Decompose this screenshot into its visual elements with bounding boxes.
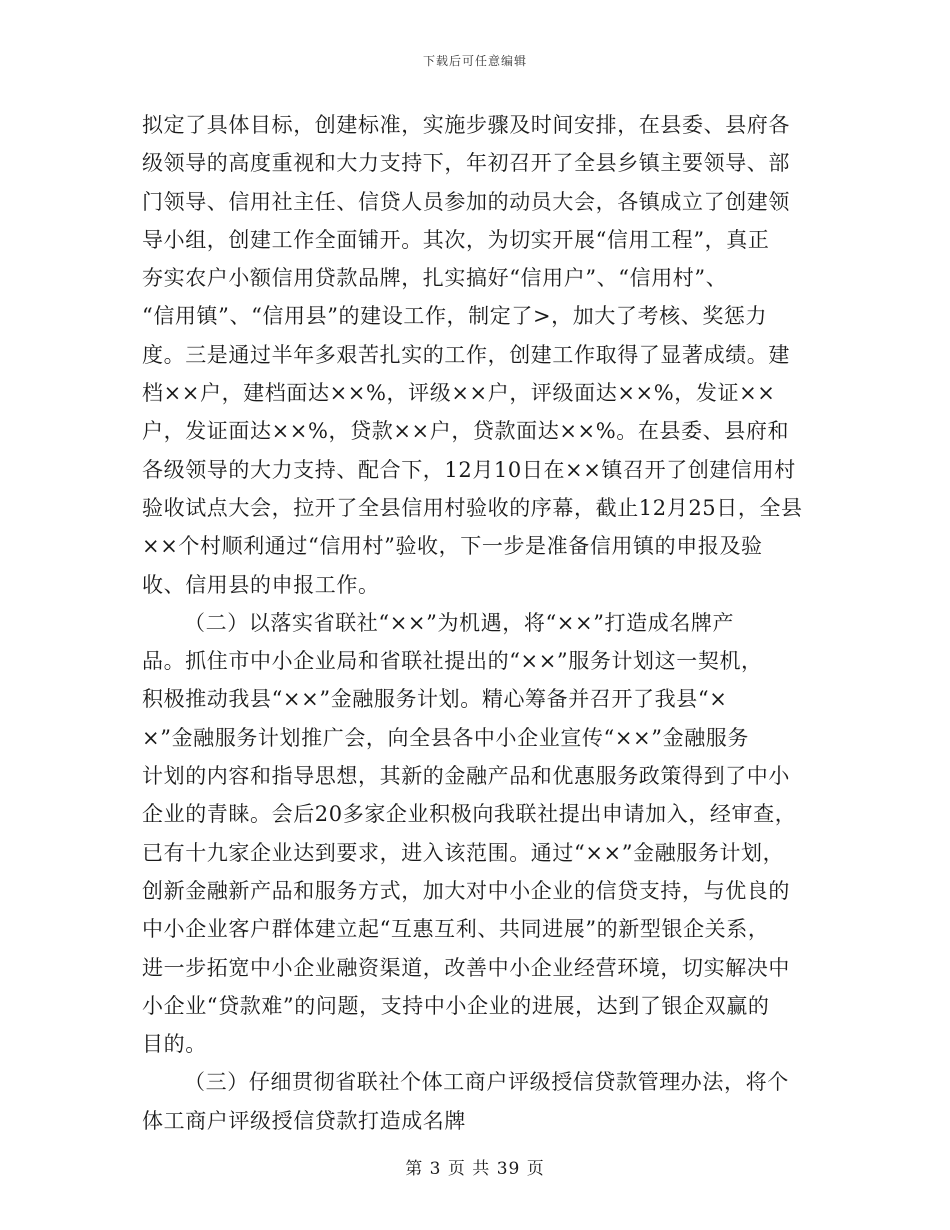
text-line: 级领导的高度重视和大力支持下，年初召开了全县乡镇主要领导、部 <box>142 151 790 176</box>
text-line: 计划的内容和指导思想，其新的金融产品和优惠服务政策得到了中小 <box>142 764 790 789</box>
document-body <box>142 106 812 1140</box>
page-header-note: 下载后可任意编辑 <box>422 54 527 68</box>
text-line: （三）仔细贯彻省联社个体工商户评级授信贷款管理办法，将个 <box>184 1070 789 1095</box>
page-number-footer: 第 3 页 共 39 页 <box>405 1159 545 1179</box>
text-line: 创新金融新产品和服务方式，加大对中小企业的信贷支持，与优良的 <box>142 878 790 903</box>
text-line: 中小企业客户群体建立起“互惠互利、共同进展”的新型银企关系， <box>142 917 770 942</box>
text-line: 拟定了具体目标，创建标准，实施步骤及时间安排，在县委、县府各 <box>142 113 790 137</box>
text-line: 目的。 <box>142 1032 207 1057</box>
text-line: 导小组，创建工作全面铺开。其次，为切实开展“信用工程”，真正 <box>142 227 770 252</box>
text-line: 收、信用县的申报工作。 <box>142 572 380 597</box>
text-line: （二）以落实省联社“××”为机遇，将“××”打造成名牌产 <box>184 610 735 635</box>
text-line: “信用镇”、“信用县”的建设工作，制定了>，加大了考核、奖惩力 <box>142 304 768 329</box>
text-line: 积极推动我县“××”金融服务计划。精心筹备并召开了我县“× <box>142 687 728 712</box>
text-line: 度。三是通过半年多艰苦扎实的工作，创建工作取得了显著成绩。建 <box>142 342 790 367</box>
text-line: 已有十九家企业达到要求，进入该范围。通过“××”金融服务计划， <box>142 840 785 865</box>
text-line: 企业的青睐。会后20多家企业积极向我联社提出申请加入，经审查， <box>142 802 797 827</box>
text-line: 户，发证面达××%，贷款××户，贷款面达××%。在县委、县府和 <box>142 419 790 444</box>
text-line: 小企业“贷款难”的问题，支持中小企业的进展，达到了银企双赢的 <box>142 993 770 1018</box>
text-line: 体工商户评级授信贷款打造成名牌 <box>142 1108 466 1133</box>
text-line: 各级领导的大力支持、配合下，12月10日在××镇召开了创建信用村 <box>142 457 796 482</box>
text-line: 验收试点大会，拉开了全县信用村验收的序幕，截止12月25日，全县 <box>142 495 803 520</box>
text-line: ××个村顺利通过“信用村”验收，下一步是准备信用镇的申报及验 <box>142 534 763 559</box>
text-line: 档××户，建档面达××%，评级××户，评级面达××%，发证×× <box>142 381 776 406</box>
text-line: 进一步拓宽中小企业融资渠道，改善中小企业经营环境，切实解决中 <box>142 955 790 980</box>
text-line: ×”金融服务计划推广会，向全县各中小企业宣传“××”金融服务 <box>142 725 749 750</box>
text-line: 门领导、信用社主任、信贷人员参加的动员大会，各镇成立了创建领 <box>142 189 790 214</box>
text-line: 品。抓住市中小企业局和省联社提出的“××”服务计划这一契机， <box>142 649 763 674</box>
text-line: 夯实农户小额信用贷款品牌，扎实搞好“信用户”、“信用村”、 <box>142 266 728 291</box>
